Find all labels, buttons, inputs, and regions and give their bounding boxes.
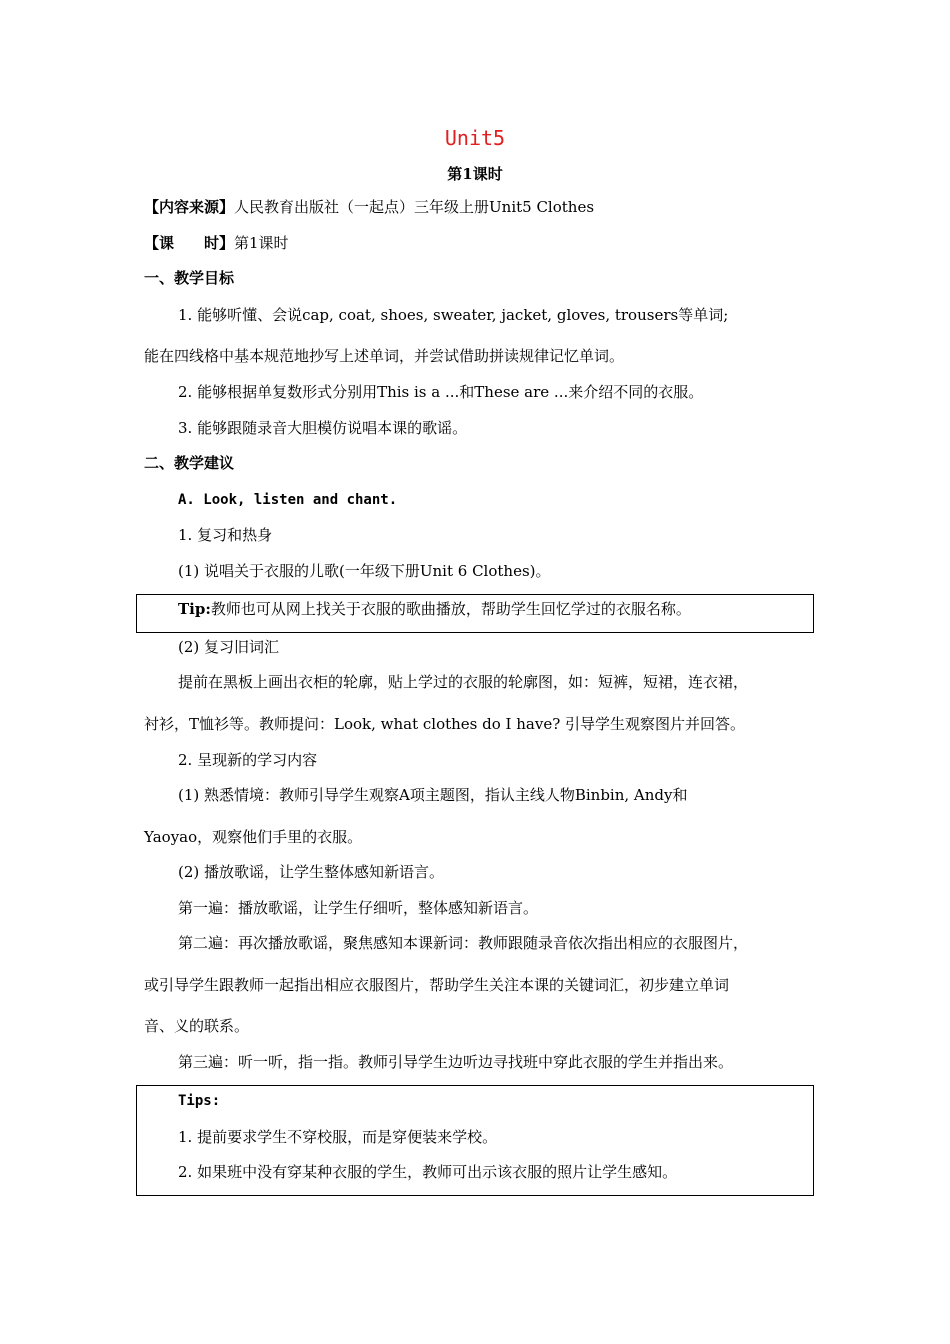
pass-3: 第三遍：听一听，指一指。教师引导学生边听边寻找班中穿此衣服的学生并指出来。 [178,1053,734,1071]
pass-2-line3: 音、义的联系。 [144,1017,250,1035]
section2-heading: 二、教学建议 [144,454,235,472]
goal-1-line1: 1. 能够听懂、会说cap, coat, shoes, sweater, jacket, gloves, trousers等单词; [178,306,729,324]
tips-2-item-2: 2. 如果班中没有穿某种衣服的学生，教师可出示该衣服的照片让学生感知。 [178,1163,678,1181]
tips-2-label: Tips: [178,1093,221,1109]
section1-heading: 一、教学目标 [144,269,235,287]
period-value: 第1课时 [234,234,289,252]
step-2-2: (2) 播放歌谣，让学生整体感知新语言。 [178,863,445,881]
step-2-1-line1: (1) 熟悉情境：教师引导学生观察A项主题图，指认主线人物Binbin, Andy和 [178,786,688,804]
review-para-line2: 衬衫，T恤衫等。教师提问：Look, what clothes do I have? 引导学生观察图片并回答。 [144,715,746,733]
source-label: 【内容来源】 [144,198,235,216]
period-label: 【课 时】 [144,234,235,252]
tip-1-text: 教师也可从网上找关于衣服的歌曲播放，帮助学生回忆学过的衣服名称。 [210,600,691,618]
goal-1-line2: 能在四线格中基本规范地抄写上述单词，并尝试借助拼读规律记忆单词。 [144,347,625,365]
goal-2: 2. 能够根据单复数形式分别用This is a ...和These are ...来介绍不同的衣服。 [178,383,704,401]
tips-2-item-1: 1. 提前要求学生不穿校服，而是穿便装来学校。 [178,1128,498,1146]
pass-2-line2: 或引导学生跟教师一起指出相应衣服图片，帮助学生关注本课的关键词汇，初步建立单词 [144,976,730,994]
part-a-heading: A. Look, listen and chant. [178,492,398,508]
source-value: 人民教育出版社（一起点）三年级上册Unit5 Clothes [234,198,595,216]
goal-3: 3. 能够跟随录音大胆模仿说唱本课的歌谣。 [178,419,468,437]
lesson-subtitle: 第1课时 [447,165,503,183]
step-1: 1. 复习和热身 [178,526,273,544]
document-title: Unit5 [444,126,506,150]
pass-1: 第一遍：播放歌谣，让学生仔细听，整体感知新语言。 [178,899,539,917]
tips-box-2 [136,1085,814,1196]
source-line [144,197,594,217]
tip-1-line [178,599,691,619]
tip-1-label: Tip: [178,600,211,618]
step-2: 2. 呈现新的学习内容 [178,751,318,769]
tip-box-1 [136,594,814,633]
step-1-1: (1) 说唱关于衣服的儿歌(一年级下册Unit 6 Clothes)。 [178,562,551,580]
pass-2-line1: 第二遍：再次播放歌谣，聚焦感知本课新词：教师跟随录音依次指出相应的衣服图片， [178,934,749,952]
period-line [144,233,289,253]
review-para-line1: 提前在黑板上画出衣柜的轮廓，贴上学过的衣服的轮廓图，如：短裤，短裙，连衣裙， [178,673,749,691]
step-2-1-line2: Yaoyao，观察他们手里的衣服。 [144,828,363,846]
step-1-2: (2) 复习旧词汇 [178,638,280,656]
